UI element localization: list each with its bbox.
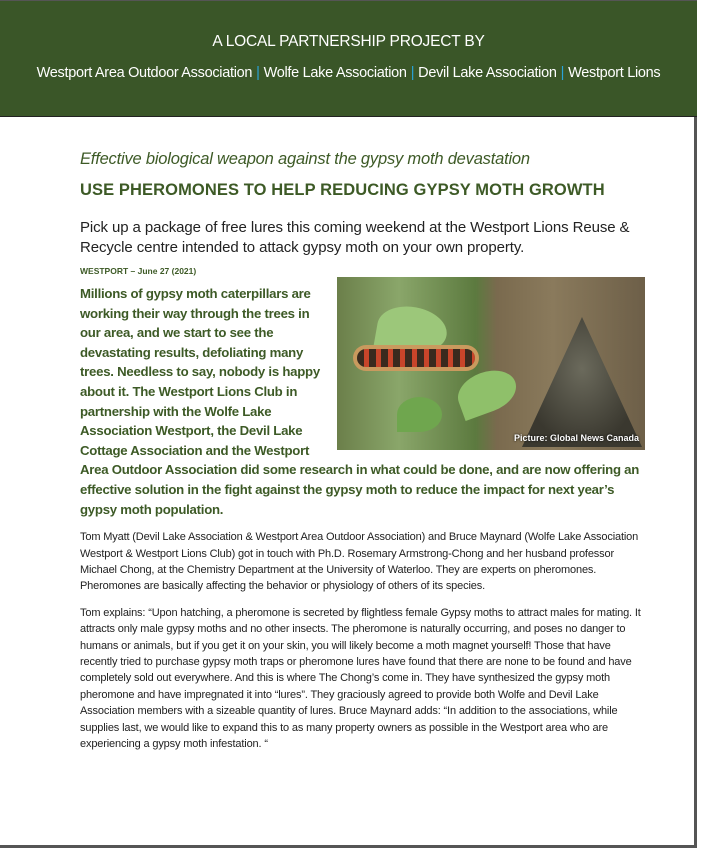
partner-list <box>0 65 697 81</box>
gypsy-moth-photo <box>337 277 645 450</box>
article-intro: Millions of gypsy moth caterpillars are working their way through the trees in our area, and we start to see the devastating results, defoliating many trees. Needless to say, nobody is happy about it. The Westport Lions Club in partnership with the Wolfe Lake Association Westport, the Devil Lake Cottage Association and the Westport Area Outdoor Association did some research in what could be done, and are now offering an effective solution in the fight against the gypsy moth to reduce the impact for next year’s gypsy moth population. <box>80 286 640 517</box>
article-subtitle: Effective biological weapon against the gypsy moth devastation <box>80 150 530 168</box>
separator: | <box>410 65 415 81</box>
article-lead: Pick up a package of free lures this coming weekend at the Westport Lions Reuse & Recycle centre intended to attack gypsy moth on your own property. <box>80 219 630 256</box>
article-headline: USE PHEROMONES TO HELP REDUCING GYPSY MOTH GROWTH <box>80 181 605 199</box>
leaf-shape <box>452 363 522 421</box>
article-paragraph: Tom explains: “Upon hatching, a pheromone is secreted by flightless female Gypsy moths to attract males for mating. It attracts only male gypsy moths and no other insects. The pheromone is naturally occurring, and poses no danger to humans or animals, but if you get it on your skin, you will likely become a moth magnet yourself! Those that have recently tried to purchase gypsy moth traps or pheromone lures have found that there are none to be found and have completely sold out everywhere. And this is where The Chong’s come in. They have synthesized the gypsy moth pheromone and have impregnated it into “lures”. They graciously agreed to provide both Wolfe and Devil Lake Association members with a sizeable quantity of lures. Bruce Maynard adds: “In addition to the associations, while supplies last, we would like to expand this to as many property owners as possible in the Westport area who are experiencing a gypsy moth infestation. “ <box>80 606 641 750</box>
partner-name: Devil Lake Association <box>418 65 557 81</box>
caterpillar-image <box>357 349 475 367</box>
photo-credit: Picture: Global News Canada <box>513 433 639 443</box>
partnership-banner <box>0 1 697 117</box>
banner-title: A LOCAL PARTNERSHIP PROJECT BY <box>212 33 485 50</box>
partner-name: Westport Lions <box>568 65 661 81</box>
dateline: WESTPORT – June 27 (2021) <box>80 266 197 276</box>
leaf-shape <box>397 397 442 432</box>
partner-name: Westport Area Outdoor Association <box>36 65 253 81</box>
separator: | <box>256 65 260 81</box>
separator: | <box>560 65 565 81</box>
partner-name: Wolfe Lake Association <box>263 65 407 81</box>
article-paragraph: Tom Myatt (Devil Lake Association & Westport Area Outdoor Association) and Bruce Maynard (Wolfe Lake Association Westport & Westport Lions Club) got in touch with Ph.D. Rosemary Armstrong-Chong and her husband professor Michael Chong, at the Chemistry Department at the University of Waterloo. They are experts on pheromones. Pheromones are basically affecting the behavior or physiology of others of its species. <box>80 531 639 593</box>
article <box>80 150 642 752</box>
moth-image <box>522 317 642 447</box>
